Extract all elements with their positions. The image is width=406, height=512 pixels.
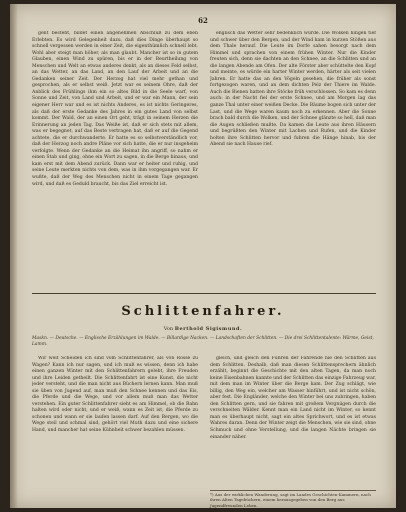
article-subtitle: Maskn. — Deutsche. — Englische Erzählungen im Walde. — Billardige Nacken. — Landschaften der Schlitten. — Die drei Schlittentalente: Wärme, Geist, Lamm. [32,336,374,347]
story-left-paragraph: Wir weit Scheiden ich sind vom Schlittenfahrer, als von Rösse zu Wagen? Kann ich nur sagen, und ich muß es wissen, denn ich habe einen ganzen Winter mit den Schlittenfahrern gelebt, ihre Freuden und ihre Leiden getheilt. Die Schlittenfahrt ist eine Kunst, die nicht jeder versteht, und die man nicht aus Büchern lernen kann. Man muß sie üben von Jugend auf, man muß den Schnee kennen und das Eis, die Pferde und die Wege, und vor allem muß man das Wetter verstehen. Ein guter Schlittenfahrer sieht es am Himmel, ob die Bahn halten wird oder nicht, und er weiß, wann es Zeit ist, die Pferde zu schonen und wann er sie laufen lassen darf. Auf den Bergen, wo die Wege steil und schmal sind, gehört viel Muth dazu und eine sichere Hand, und mancher hat seine Kühnheit schwer bezahlen müssen. [32,356,198,434]
upper-right-paragraph: englisch das Wetter sehr bedenklich wurde. Die Wolken hingen tief und schwer über den Bergen, und der Wind kam in kurzen Stößen aus dem Thale herauf. Die Leute im Dorfe sahen besorgt nach dem Himmel und sprachen von einem frühen Winter. Nur die Kinder freuten sich, denn sie dachten an den Schnee, an die Schlitten und an die langen Abende am Ofen. Der alte Förster aber schüttelte den Kopf und meinte, es würde ein harter Winter werden, härter als seit vielen Jahren. Er hatte das an den Vögeln gesehen, die früher als sonst fortgezogen waren, und an dem dichten Pelz der Thiere im Walde. Auch die Bienen hatten ihre Stöcke früh verschlossen. So kam es denn auch: in der Nacht fiel der erste Schnee, und am Morgen lag das ganze Thal unter einer weißen Decke. Die Bäume bogen sich unter der Last, und die Wege waren kaum noch zu erkennen. Aber die Sonne brach bald durch die Wolken, und der Schnee glänzte so hell, daß man die Augen schließen mußte. Da kamen die Leute aus ihren Häusern und begrüßten den Winter mit Lachen und Rufen, und die Kinder holten ihre Schlitten hervor und fuhren die Hänge hinab, bis der Abend sie nach Hause rief. [210,31,376,148]
section-divider [32,293,376,294]
upper-left-column [32,31,198,256]
page-number: 62 [198,16,208,25]
article-title: Schlittenfahrer. [121,304,285,319]
story-right-paragraph: gleich, und gleich den Fuhren der Fahrende nie den Schlitten aus dem Schlitten. Deshalb, daß man diesen Schlittensprechern ähnlich erzählt, beginnt die Geschichte mit den alten Tagen, da man noch keine Eisenbahnen kannte und der Schlitten das einzige Fahrzeug war, mit dem man im Winter über die Berge kam. Der Zug schlägt, wie billig, den Weg ein, welcher am Wasser hinführt, und ist nicht schön, aber fest. Die Engländer, welche den Winter bei uns zubringen, haben den Schlitten gern, und sie fahren mit großem Vergnügen durch die verschneiten Wälder. Kennt man ein Land nicht im Winter, so kennt man es überhaupt nicht, sagt ein altes Sprichwort, und es ist etwas Wahres daran. Denn der Winter zeigt die Menschen, wie sie sind, ohne Schmuck und ohne Verstellung, und die langen Nächte bringen sie einander näher. [210,356,376,440]
upper-left-paragraph: gent besteht, bildet einen angenehmen Abschluß zu dem eben Erlebten. Es wird Gelegenheit dazu, daß dies Dinge überhaupt so schnell vergessen werden in einer Zeit, die eigenthümlich schnell lebt. Wohl aber steigt man höher, als man glaubt. Mancher ist so in gutem Glauben, einen Wind zu spüren, bis er in der Beurtheilung von Menschen und Welt an etwas anderes denkt, als an dieses Feld selbst, an das Wetter, an das Land, an den Lauf der Arbeit und an die Gedanken seiner Zeit. Der Herzog hat viel mehr gethan und gesprochen, als er selbst weiß. Jetzt war es seinem Ohre, daß der Anblick des Frühlings ihm ein so altes Bild in die Seele warf, von Sonne und Zeit, von Land und Arbeit, und er war ein Mann, der sein eigener Herr war und es ist nichts Anderes, es ist nichts Geringeres, als daß der erste Gedanke des Jahres in ein gutes Land von selbst kommt. Der Wald, der an einen Ort geht, trägt in seinem Herzen die Erinnerung an jeden Tag. Das Weiße ist, daß er sich stets mit allem, was er begegnet, auf das Beste vertragen hat, daß er auf die Gegend achtete, die er durchwanderte. Er hatte es so selbstverständlich vor, daß der Herzog noch andre Pläne vor sich hatte, die er nur insgeheim verfolgte. Wenn der Gedanke an die Heimat ihn angriff, so nahm er einen Stab und ging, ohne ein Wort zu sagen, in die Berge hinaus, und kam erst mit dem Abend zurück. Dann war er heiter und ruhig, und seine Leute merkten nichts von dem, was in ihm vorgegangen war. Er wußte, daß der Weg des Menschen nicht in einem Tage gegangen wird, und daß es Geduld braucht, bis das Ziel erreicht ist. [32,31,198,187]
byline-prefix: Von [163,326,174,332]
story-right-column [210,356,376,508]
byline-author: Berthold Sigismund. [174,326,243,332]
book-page [10,4,396,508]
story-left-column [32,356,198,508]
footnote: *) Aus der wirklichen Wanderung, sagt im Landes Geschichten-Kammern, nach ihren Alten Tagebüchern, einem herausgegeben von den Berg aus Jugendfreunden Leben. [210,490,376,508]
upper-right-column [210,31,376,299]
article-byline [10,326,396,332]
